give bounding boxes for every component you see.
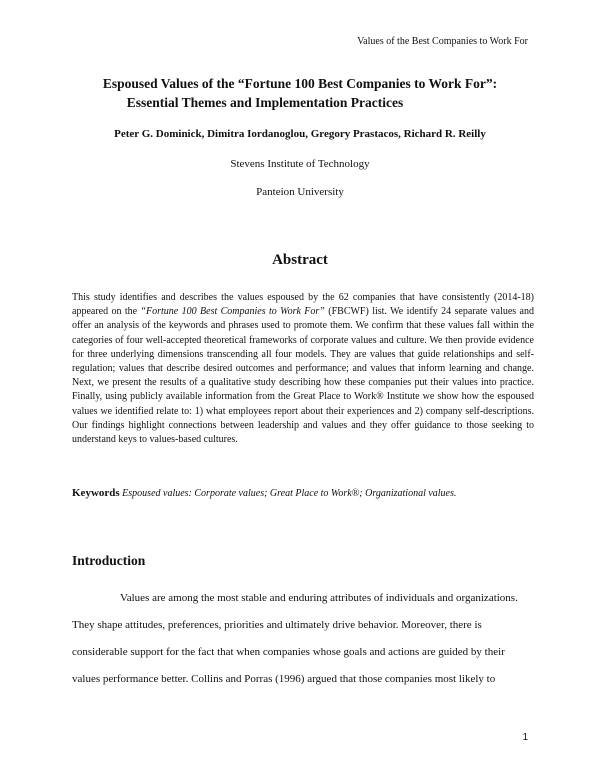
abstract-body	[72, 291, 534, 447]
keywords-label: Keywords	[72, 487, 120, 499]
intro-line-1: Values are among the most stable and enduring attributes of individuals and organizations.	[120, 592, 518, 604]
intro-line-2: They shape attitudes, preferences, priorities and ultimately drive behavior. Moreover, there is	[72, 619, 482, 631]
keywords	[72, 487, 534, 499]
author-list: Peter G. Dominick, Dimitra Iordanoglou, Gregory Prastacos, Richard R. Reilly	[114, 128, 486, 140]
affiliation-panteion: Panteion University	[256, 186, 344, 198]
running-head: Values of the Best Companies to Work For	[357, 36, 528, 47]
title-line-2: Essential Themes and Implementation Practices	[126, 95, 404, 110]
affiliation-stevens: Stevens Institute of Technology	[230, 158, 370, 170]
abstract-heading: Abstract	[272, 252, 328, 268]
introduction-body	[72, 585, 534, 693]
title-line-1: Espoused Values of the “Fortune 100 Best Companies to Work For”:	[102, 76, 498, 91]
paper-title	[0, 74, 600, 112]
keywords-items: Espoused values: Corporate values; Great Place to Work®; Organizational values.	[122, 488, 457, 499]
abstract-list-name: “Fortune 100 Best Companies to Work For”	[140, 306, 325, 318]
page-number: 1	[522, 732, 528, 743]
introduction-heading: Introduction	[72, 553, 146, 568]
abstract-text-start: This study identifies and describes the values espoused by the 62 companies that have consistently (2014-18) appeared on the	[72, 292, 534, 318]
intro-line-4: values performance better. Collins and Porras (1996) argued that those companies most likely to	[72, 673, 496, 685]
abstract-text-rest: (FBCWF) list. We identify 24 separate values and offer an analysis of the keywords and phrases used to promote them. We confirm that these values fall within the categories of four well-accepted theoretical frameworks of corporate values and culture. We then provide evidence for three underlying dimensions transcending all four models. They are values that guide relationships and self-regulation; values that describe desired outcomes and performance; and values that inform learning and change. Next, we present the results of a qualitative study describing how these companies put their values into practice. Finally, using publicly available information from the Great Place to Work® Institute we show how the espoused values we identified relate to: 1) what employees report about their experiences and 2) company self-descriptions. Our findings highlight connections between leadership and values and they offer guidance to those seeking to understand keys to values-based cultures.	[72, 306, 534, 446]
intro-line-3: considerable support for the fact that when companies whose goals and actions are guided by their	[72, 646, 505, 658]
